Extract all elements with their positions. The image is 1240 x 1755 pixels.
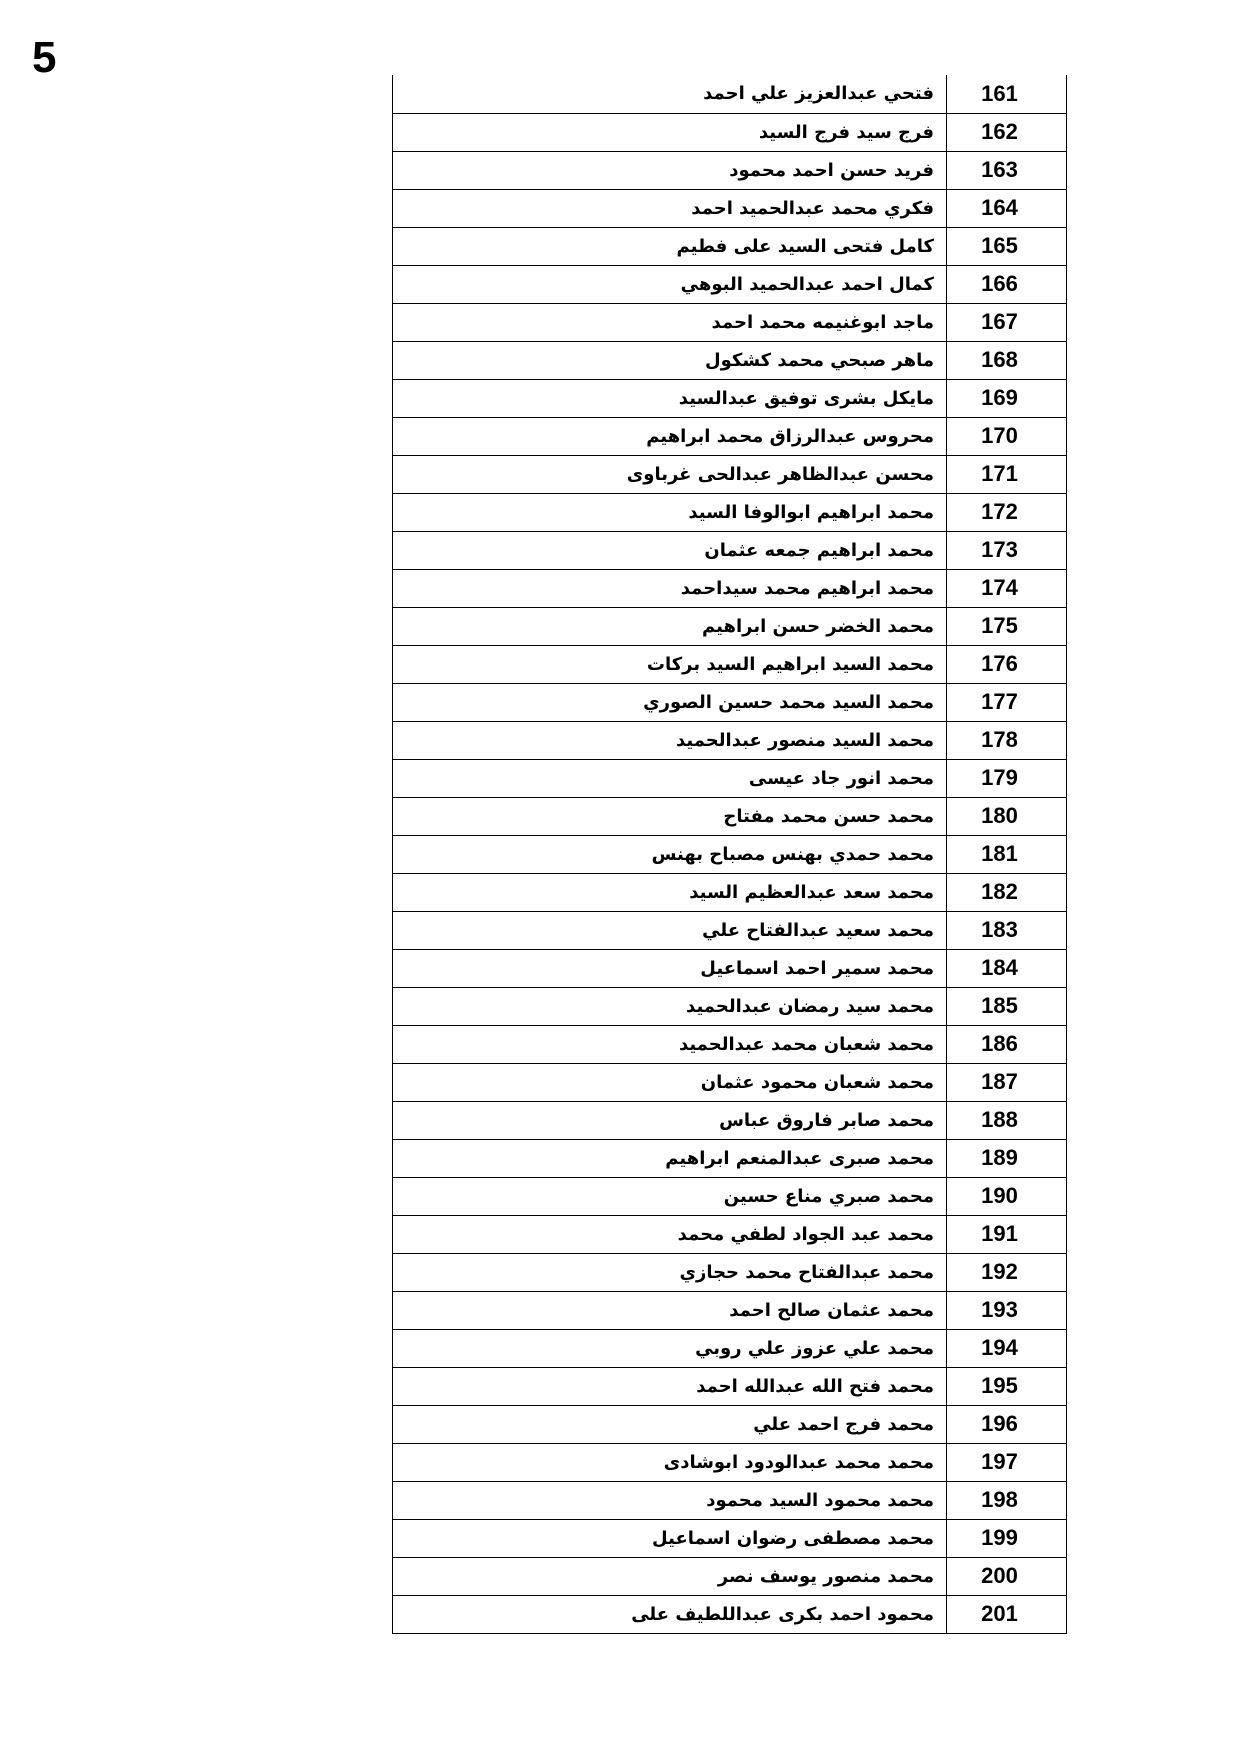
row-number-cell: 185 (947, 987, 1067, 1025)
name-cell: محمد علي عزوز علي روبي (393, 1329, 947, 1367)
name-cell: محمد ابراهيم ابوالوفا السيد (393, 493, 947, 531)
name-cell: كمال احمد عبدالحميد البوهي (393, 265, 947, 303)
table-row (393, 1595, 1067, 1633)
name-cell: محمد صبرى عبدالمنعم ابراهيم (393, 1139, 947, 1177)
row-number-cell: 173 (947, 531, 1067, 569)
name-cell: محمد السيد منصور عبدالحميد (393, 721, 947, 759)
table-row (393, 1557, 1067, 1595)
name-cell: محمد الخضر حسن ابراهيم (393, 607, 947, 645)
row-number-cell: 183 (947, 911, 1067, 949)
name-cell: محمد فرج احمد علي (393, 1405, 947, 1443)
name-cell: محمد صابر فاروق عباس (393, 1101, 947, 1139)
row-number-cell: 180 (947, 797, 1067, 835)
table-row (393, 531, 1067, 569)
table-row (393, 987, 1067, 1025)
table-row (393, 417, 1067, 455)
name-cell: فرج سيد فرج السيد (393, 113, 947, 151)
table-row (393, 721, 1067, 759)
row-number-cell: 179 (947, 759, 1067, 797)
row-number-cell: 194 (947, 1329, 1067, 1367)
table-row (393, 759, 1067, 797)
name-cell: محمد حمدي بهنس مصباح بهنس (393, 835, 947, 873)
name-cell: مايكل بشرى توفيق عبدالسيد (393, 379, 947, 417)
table-row (393, 683, 1067, 721)
name-cell: محمد سمير احمد اسماعيل (393, 949, 947, 987)
name-cell: محمد فتح الله عبدالله احمد (393, 1367, 947, 1405)
row-number-cell: 188 (947, 1101, 1067, 1139)
name-cell: ماجد ابوغنيمه محمد احمد (393, 303, 947, 341)
row-number-cell: 169 (947, 379, 1067, 417)
row-number-cell: 174 (947, 569, 1067, 607)
row-number-cell: 168 (947, 341, 1067, 379)
name-cell: محمد شعبان محمد عبدالحميد (393, 1025, 947, 1063)
table-row (393, 113, 1067, 151)
table-row (393, 341, 1067, 379)
table-row (393, 911, 1067, 949)
row-number-cell: 184 (947, 949, 1067, 987)
row-number-cell: 175 (947, 607, 1067, 645)
row-number-cell: 187 (947, 1063, 1067, 1101)
row-number-cell: 190 (947, 1177, 1067, 1215)
table-row (393, 1177, 1067, 1215)
row-number-cell: 161 (947, 75, 1067, 113)
name-cell: محمود احمد بكرى عبداللطيف على (393, 1595, 947, 1633)
table-row (393, 873, 1067, 911)
row-number-cell: 196 (947, 1405, 1067, 1443)
row-number-cell: 197 (947, 1443, 1067, 1481)
row-number-cell: 172 (947, 493, 1067, 531)
name-cell: محمد السيد محمد حسين الصوري (393, 683, 947, 721)
table-row (393, 835, 1067, 873)
row-number-cell: 171 (947, 455, 1067, 493)
name-cell: محسن عبدالظاهر عبدالحى غرباوى (393, 455, 947, 493)
table-row (393, 1063, 1067, 1101)
row-number-cell: 200 (947, 1557, 1067, 1595)
row-number-cell: 167 (947, 303, 1067, 341)
name-cell: محمد منصور يوسف نصر (393, 1557, 947, 1595)
row-number-cell: 186 (947, 1025, 1067, 1063)
name-cell: محمد شعبان محمود عثمان (393, 1063, 947, 1101)
table-row (393, 607, 1067, 645)
table-row (393, 645, 1067, 683)
table-row (393, 303, 1067, 341)
name-cell: ماهر صبحي محمد كشكول (393, 341, 947, 379)
row-number-cell: 182 (947, 873, 1067, 911)
names-table (392, 75, 1067, 1634)
row-number-cell: 193 (947, 1291, 1067, 1329)
table-row (393, 1101, 1067, 1139)
row-number-cell: 176 (947, 645, 1067, 683)
row-number-cell: 201 (947, 1595, 1067, 1633)
table-row (393, 75, 1067, 113)
names-table-container (392, 75, 1066, 1634)
row-number-cell: 177 (947, 683, 1067, 721)
row-number-cell: 164 (947, 189, 1067, 227)
table-row (393, 949, 1067, 987)
name-cell: محروس عبدالرزاق محمد ابراهيم (393, 417, 947, 455)
table-row (393, 1367, 1067, 1405)
row-number-cell: 191 (947, 1215, 1067, 1253)
name-cell: محمد عثمان صالح احمد (393, 1291, 947, 1329)
name-cell: كامل فتحى السيد على فطيم (393, 227, 947, 265)
table-row (393, 1215, 1067, 1253)
row-number-cell: 163 (947, 151, 1067, 189)
table-row (393, 1405, 1067, 1443)
name-cell: محمد محمد عبدالودود ابوشادى (393, 1443, 947, 1481)
table-row (393, 379, 1067, 417)
table-row (393, 227, 1067, 265)
row-number-cell: 189 (947, 1139, 1067, 1177)
table-row (393, 1253, 1067, 1291)
table-row (393, 797, 1067, 835)
table-row (393, 1139, 1067, 1177)
name-cell: فريد حسن احمد محمود (393, 151, 947, 189)
row-number-cell: 165 (947, 227, 1067, 265)
name-cell: محمد عبدالفتاح محمد حجازي (393, 1253, 947, 1291)
name-cell: محمد سعد عبدالعظيم السيد (393, 873, 947, 911)
name-cell: محمد محمود السيد محمود (393, 1481, 947, 1519)
table-row (393, 493, 1067, 531)
name-cell: محمد ابراهيم محمد سيداحمد (393, 569, 947, 607)
row-number-cell: 181 (947, 835, 1067, 873)
table-row (393, 151, 1067, 189)
row-number-cell: 192 (947, 1253, 1067, 1291)
table-row (393, 265, 1067, 303)
name-cell: محمد مصطفى رضوان اسماعيل (393, 1519, 947, 1557)
name-cell: فكري محمد عبدالحميد احمد (393, 189, 947, 227)
row-number-cell: 195 (947, 1367, 1067, 1405)
table-row (393, 1025, 1067, 1063)
name-cell: محمد سعيد عبدالفتاح علي (393, 911, 947, 949)
page-number: 5 (32, 33, 57, 82)
row-number-cell: 170 (947, 417, 1067, 455)
table-row (393, 1291, 1067, 1329)
table-row (393, 1443, 1067, 1481)
name-cell: محمد صبري مناع حسين (393, 1177, 947, 1215)
name-cell: فتحي عبدالعزيز علي احمد (393, 75, 947, 113)
row-number-cell: 166 (947, 265, 1067, 303)
table-row (393, 1329, 1067, 1367)
name-cell: محمد انور جاد عيسى (393, 759, 947, 797)
table-row (393, 1481, 1067, 1519)
table-row (393, 1519, 1067, 1557)
name-cell: محمد سيد رمضان عبدالحميد (393, 987, 947, 1025)
name-cell: محمد عبد الجواد لطفي محمد (393, 1215, 947, 1253)
row-number-cell: 162 (947, 113, 1067, 151)
row-number-cell: 199 (947, 1519, 1067, 1557)
name-cell: محمد السيد ابراهيم السيد بركات (393, 645, 947, 683)
names-table-body (393, 75, 1067, 1633)
row-number-cell: 198 (947, 1481, 1067, 1519)
name-cell: محمد حسن محمد مفتاح (393, 797, 947, 835)
name-cell: محمد ابراهيم جمعه عثمان (393, 531, 947, 569)
table-row (393, 569, 1067, 607)
table-row (393, 189, 1067, 227)
row-number-cell: 178 (947, 721, 1067, 759)
table-row (393, 455, 1067, 493)
